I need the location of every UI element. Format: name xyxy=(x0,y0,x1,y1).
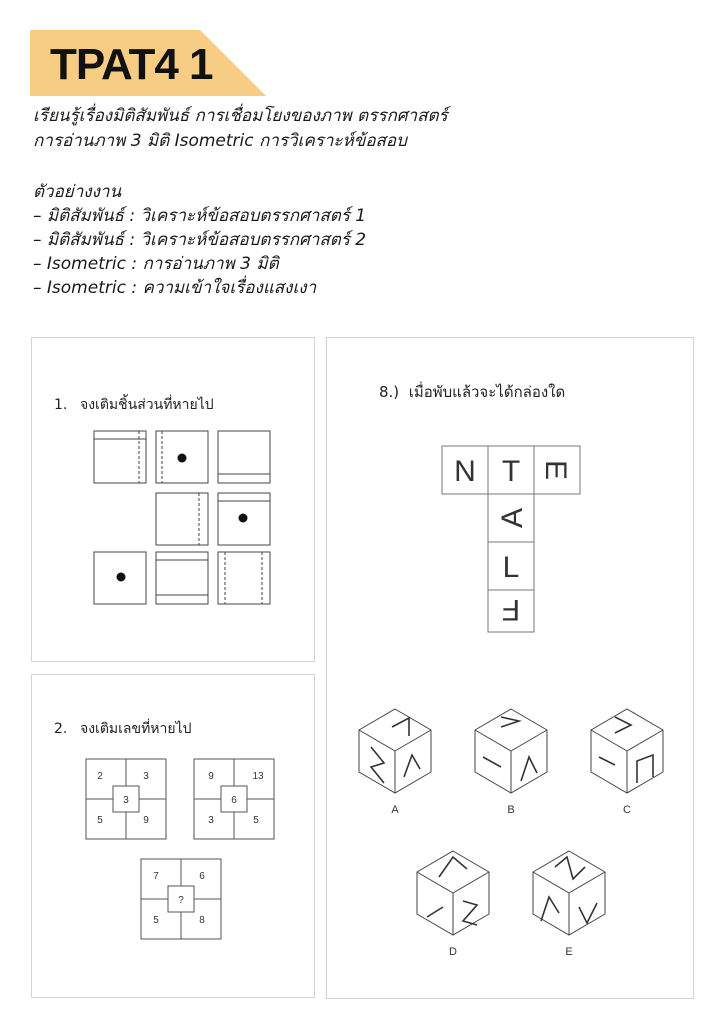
dot-tile-1-2 xyxy=(178,454,187,463)
option-a-label: A xyxy=(391,804,399,816)
net-letter-f: F xyxy=(501,593,521,626)
grid-1-center: 3 xyxy=(123,795,129,806)
tile-2-2 xyxy=(156,493,208,545)
grid-2-top-right: 13 xyxy=(252,771,264,782)
grid-2-bottom-left: 3 xyxy=(208,815,214,826)
dot-tile-3-1 xyxy=(117,573,126,582)
examples-heading: ตัวอย่างงาน xyxy=(33,182,122,202)
net-letter-e: E xyxy=(539,459,572,481)
net-letter-n: N xyxy=(454,455,476,488)
cube-option-e xyxy=(533,851,605,958)
grid-2-top-left: 9 xyxy=(208,771,214,782)
question-2-figure xyxy=(32,675,314,997)
question-8-number: 8.) xyxy=(379,383,400,401)
page-title: TPAT4 1 xyxy=(50,40,213,89)
example-item: – Isometric : ความเข้าใจเรื่องแสงเงา xyxy=(33,276,366,300)
net-letter-a: A xyxy=(496,507,529,529)
grid-3-bottom-left: 5 xyxy=(153,915,159,926)
question-1-card xyxy=(31,337,315,662)
cube-option-d xyxy=(417,851,489,958)
question-1-number: 1. xyxy=(54,397,68,413)
question-8-figure xyxy=(327,338,693,998)
option-c-label: C xyxy=(623,804,631,816)
question-1-text: จงเติมชิ้นส่วนที่หายไป xyxy=(80,397,214,413)
net-letter-l: L xyxy=(502,551,520,584)
grid-3-bottom-right: 8 xyxy=(199,915,205,926)
example-item: – Isometric : การอ่านภาพ 3 มิติ xyxy=(33,252,366,276)
grid-2-center: 6 xyxy=(231,795,237,806)
number-grid-2 xyxy=(194,759,274,839)
tile-1-3 xyxy=(218,431,270,483)
number-grid-3 xyxy=(141,859,221,939)
net-letter-t: T xyxy=(501,455,521,488)
option-d-label: D xyxy=(449,946,457,958)
grid-2-bottom-right: 5 xyxy=(253,815,259,826)
grid-1-bottom-left: 5 xyxy=(97,815,103,826)
examples-section xyxy=(33,180,366,300)
intro-line-1: เรียนรู้เรื่องมิติสัมพันธ์ การเชื่อมโยงของภาพ ตรรกศาสตร์ xyxy=(33,106,448,126)
question-2-card xyxy=(31,674,315,998)
question-2-number: 2. xyxy=(54,721,68,737)
number-grid-1 xyxy=(86,759,166,839)
question-8-text: เมื่อพับแล้วจะได้กล่องใด xyxy=(408,383,566,401)
intro-line-2: การอ่านภาพ 3 มิติ Isometric การวิเคราะห์ข้อสอบ xyxy=(33,131,407,151)
option-b-label: B xyxy=(507,804,515,816)
grid-1-top-right: 3 xyxy=(143,771,149,782)
intro-text xyxy=(33,104,448,154)
cube-option-b xyxy=(475,709,547,816)
grid-1-top-left: 2 xyxy=(97,771,103,782)
grid-1-bottom-right: 9 xyxy=(143,815,149,826)
examples-list xyxy=(33,204,366,300)
grid-3-center: ? xyxy=(178,895,184,906)
grid-3-top-left: 7 xyxy=(153,871,159,882)
example-item: – มิติสัมพันธ์ : วิเคราะห์ข้อสอบตรรกศาสตร์ 1 xyxy=(33,204,366,228)
cube-option-a xyxy=(359,709,431,816)
dot-tile-2-3 xyxy=(239,514,248,523)
question-1-figure xyxy=(32,338,314,661)
cube-option-c xyxy=(591,709,663,816)
title-banner xyxy=(30,30,270,100)
question-8-card xyxy=(326,337,694,999)
question-2-text: จงเติมเลขที่หายไป xyxy=(80,721,192,737)
grid-3-top-right: 6 xyxy=(199,871,205,882)
option-e-label: E xyxy=(565,946,573,958)
example-item: – มิติสัมพันธ์ : วิเคราะห์ข้อสอบตรรกศาสตร์ 2 xyxy=(33,228,366,252)
